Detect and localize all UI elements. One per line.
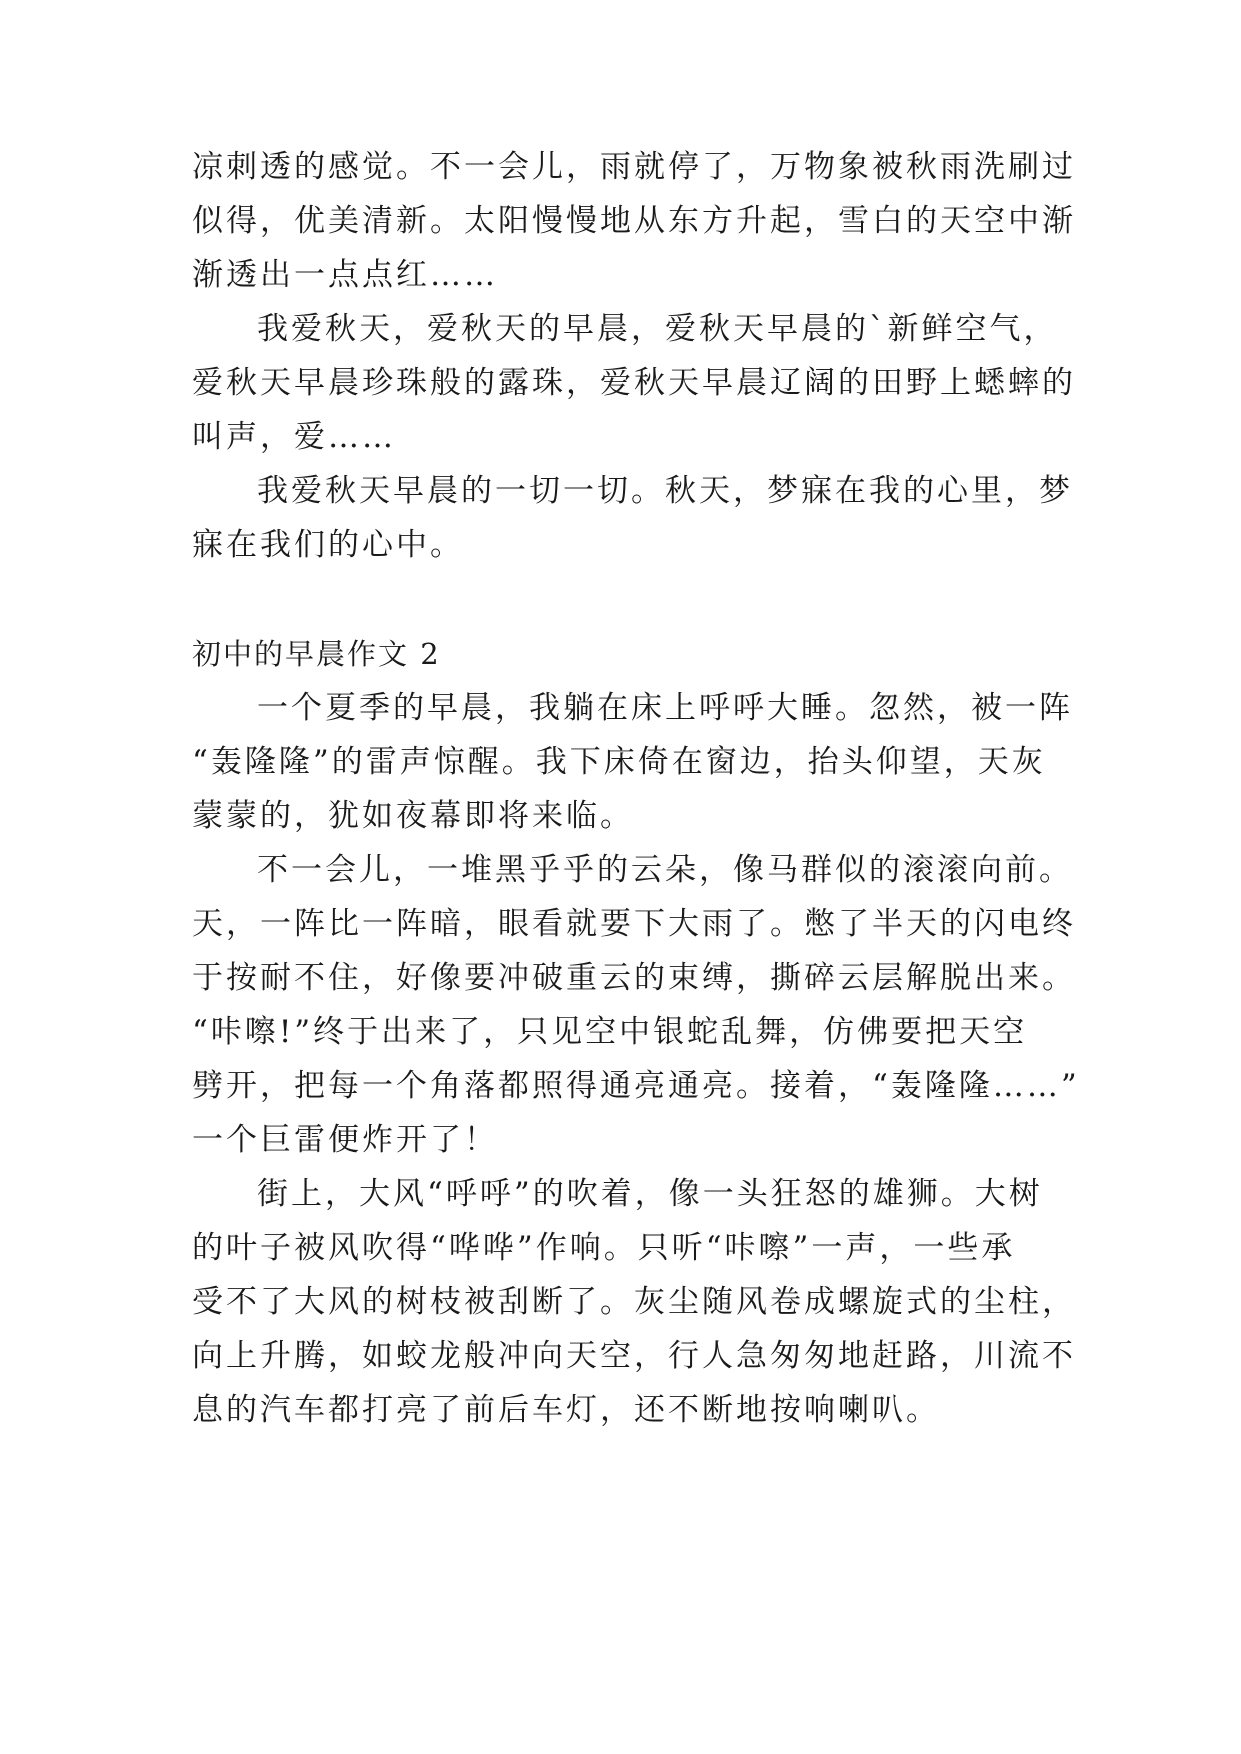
text-line: 于按耐不住，好像要冲破重云的束缚，撕碎云层解脱出来。 (192, 960, 1076, 996)
text-line: 天，一阵比一阵暗，眼看就要下大雨了。憋了半天的闪电终 (192, 906, 1076, 942)
text-line: 的叶子被风吹得“哗哗”作响。只听“咔嚓”一声，一些承 (192, 1230, 1016, 1266)
text-line: 叫声，爱…… (192, 419, 396, 455)
text-line: 息的汽车都打亮了前后车灯，还不断地按响喇叭。 (192, 1392, 940, 1428)
text-line: 劈开，把每一个角落都照得通亮通亮。接着，“轰隆隆……” (192, 1068, 1080, 1104)
section-heading: 初中的早晨作文 2 (192, 637, 441, 671)
text-line: 凉刺透的感觉。不一会儿，雨就停了，万物象被秋雨洗刷过 (192, 149, 1076, 185)
paragraph-first-line: 不一会儿，一堆黑乎乎的云朵，像马群似的滚滚向前。 (257, 852, 1073, 888)
text-line: 渐透出一点点红…… (192, 257, 498, 293)
paragraph-first-line: 我爱秋天，爱秋天的早晨，爱秋天早晨的`新鲜空气， (257, 311, 1058, 347)
paragraph-first-line: 一个夏季的早晨，我躺在床上呼呼大睡。忽然，被一阵 (257, 690, 1073, 726)
text-line: 似得，优美清新。太阳慢慢地从东方升起，雪白的天空中渐 (192, 203, 1076, 239)
paragraph-first-line: 我爱秋天早晨的一切一切。秋天，梦寐在我的心里，梦 (257, 473, 1073, 509)
text-line: “咔嚓!”终于出来了，只见空中银蛇乱舞，仿佛要把天空 (192, 1014, 1028, 1050)
paragraph-first-line: 街上，大风“呼呼”的吹着，像一头狂怒的雄狮。大树 (257, 1176, 1043, 1212)
text-line: 向上升腾，如蛟龙般冲向天空，行人急匆匆地赶路，川流不 (192, 1338, 1076, 1374)
text-line: 寐在我们的心中。 (192, 527, 464, 563)
text-line: 爱秋天早晨珍珠般的露珠，爱秋天早晨辽阔的田野上蟋蟀的 (192, 365, 1076, 401)
text-line: 蒙蒙的，犹如夜幕即将来临。 (192, 798, 634, 834)
text-line: 一个巨雷便炸开了！ (192, 1122, 498, 1158)
text-line: 受不了大风的树枝被刮断了。灰尘随风卷成螺旋式的尘柱， (192, 1284, 1076, 1320)
text-line: “轰隆隆”的雷声惊醒。我下床倚在窗边，抬头仰望，天灰 (192, 744, 1046, 780)
